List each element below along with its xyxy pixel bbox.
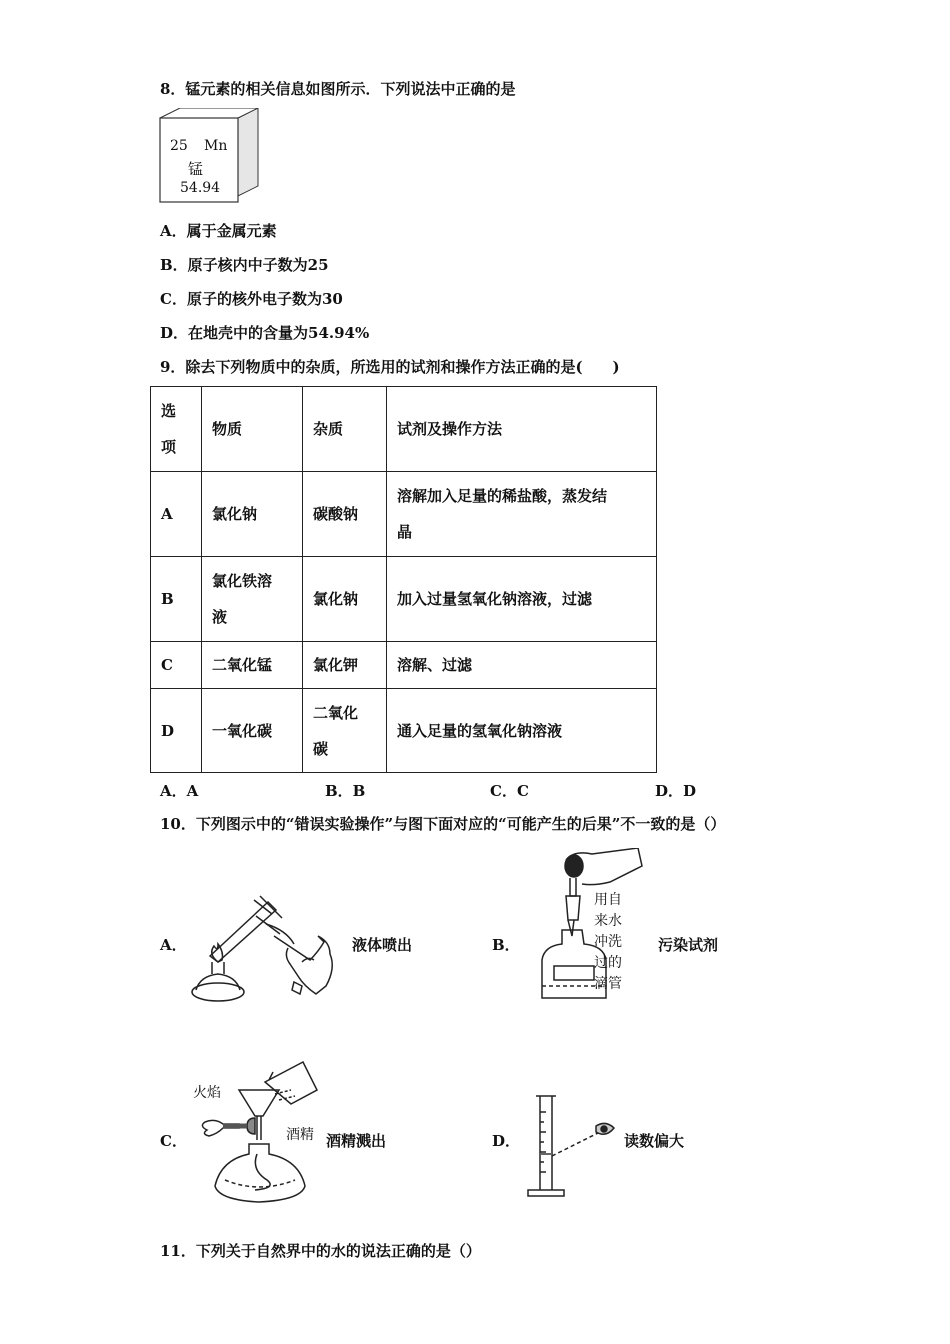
substance-text: 一氧化碳 [212, 721, 273, 740]
dropper-label-line1: 用自 [594, 892, 622, 908]
q10-a-result: 液体喷出 [352, 936, 413, 954]
q11-stem: 11．下列关于自然界中的水的说法正确的是（） [160, 1242, 481, 1260]
row-method [387, 642, 657, 689]
q10-stem: 10．下列图示中的“错误实验操作”与图下面对应的“可能产生的后果”不一致的是（） [160, 815, 726, 833]
row-substance [202, 689, 303, 773]
table-row [151, 557, 657, 642]
q10-b-letter: B． [492, 936, 520, 954]
q10-c-letter: C． [160, 1132, 187, 1150]
dropper-label-line3: 冲洗 [594, 934, 622, 950]
row-option: A [151, 472, 202, 557]
dropper-label-line2: 来水 [594, 913, 622, 929]
substance-line1: 氯化铁溶 [212, 572, 273, 590]
impurity-text: 氯化钾 [313, 656, 359, 674]
measuring-cylinder-illustration [524, 1092, 624, 1202]
q10-a-letter: A． [160, 936, 187, 954]
q9-answer-a: A．A [160, 782, 199, 800]
impurity-line2: 碳 [313, 739, 329, 758]
substance-text: 氯化钠 [212, 505, 258, 523]
q10-d-result: 读数偏大 [624, 1132, 685, 1150]
q10-c-result: 酒精溅出 [326, 1132, 387, 1150]
element-mass: 54.94 [180, 180, 221, 196]
table-row [151, 689, 657, 773]
header-option-line1: 选 [161, 402, 177, 420]
method-line1: 溶解加入足量的稀盐酸，蒸发结 [397, 487, 608, 505]
q9-table [150, 386, 657, 773]
flame-label: 火焰 [193, 1085, 221, 1101]
q9-answer-d: D．D [655, 782, 697, 800]
alcohol-label: 酒精 [286, 1127, 314, 1143]
element-name: 锰 [188, 160, 204, 178]
row-impurity [303, 557, 387, 642]
q10-d-letter: D． [492, 1132, 521, 1150]
method-line2: 晶 [397, 523, 413, 541]
row-method [387, 472, 657, 557]
row-option: B [151, 557, 202, 642]
substance-text: 二氧化锰 [212, 656, 273, 674]
table-header-row [151, 387, 657, 472]
row-substance [202, 472, 303, 557]
row-substance [202, 557, 303, 642]
element-symbol: Mn [204, 138, 228, 154]
dropper-bottle-illustration [530, 848, 650, 1003]
element-card-manganese [158, 108, 262, 204]
method-text: 通入足量的氢氧化钠溶液 [397, 721, 563, 740]
q8-option-d: D．在地壳中的含量为54.94% [160, 324, 370, 342]
q8-option-a: A．属于金属元素 [160, 222, 277, 240]
header-substance: 物质 [202, 387, 303, 472]
method-text: 加入过量氢氧化钠溶液，过滤 [397, 590, 593, 608]
row-impurity [303, 472, 387, 557]
q8-stem: 8．锰元素的相关信息如图所示．下列说法中正确的是 [160, 80, 516, 98]
q8-option-c: C．原子的核外电子数为30 [160, 290, 343, 308]
method-text: 溶解、过滤 [397, 656, 473, 674]
header-option-line2: 项 [161, 438, 177, 456]
q9-stem: 9．除去下列物质中的杂质，所选用的试剂和操作方法正确的是( ) [160, 358, 620, 376]
header-impurity: 杂质 [303, 387, 387, 472]
impurity-text: 氯化钠 [313, 590, 359, 608]
q9-answer-b: B．B [325, 782, 366, 800]
row-option: C [151, 642, 202, 689]
header-method: 试剂及操作方法 [387, 387, 657, 472]
dropper-label-line5: 滴管 [594, 976, 622, 992]
table-row [151, 472, 657, 557]
heating-test-tube-illustration [190, 890, 350, 1015]
q8-option-b: B．原子核内中子数为25 [160, 256, 329, 274]
table-row [151, 642, 657, 689]
header-option [151, 387, 202, 472]
row-method [387, 689, 657, 773]
substance-line2: 液 [212, 608, 228, 626]
impurity-text: 碳酸钠 [313, 505, 359, 523]
row-impurity [303, 689, 387, 773]
row-option: D [151, 689, 202, 773]
dropper-label-line4: 过的 [594, 955, 622, 971]
impurity-line1: 二氧化 [313, 703, 359, 722]
q9-answer-c: C．C [490, 782, 529, 800]
row-method [387, 557, 657, 642]
q10-b-result: 污染试剂 [658, 936, 719, 954]
row-impurity [303, 642, 387, 689]
row-substance [202, 642, 303, 689]
element-number: 25 [170, 138, 188, 154]
dropper-label [594, 890, 622, 995]
